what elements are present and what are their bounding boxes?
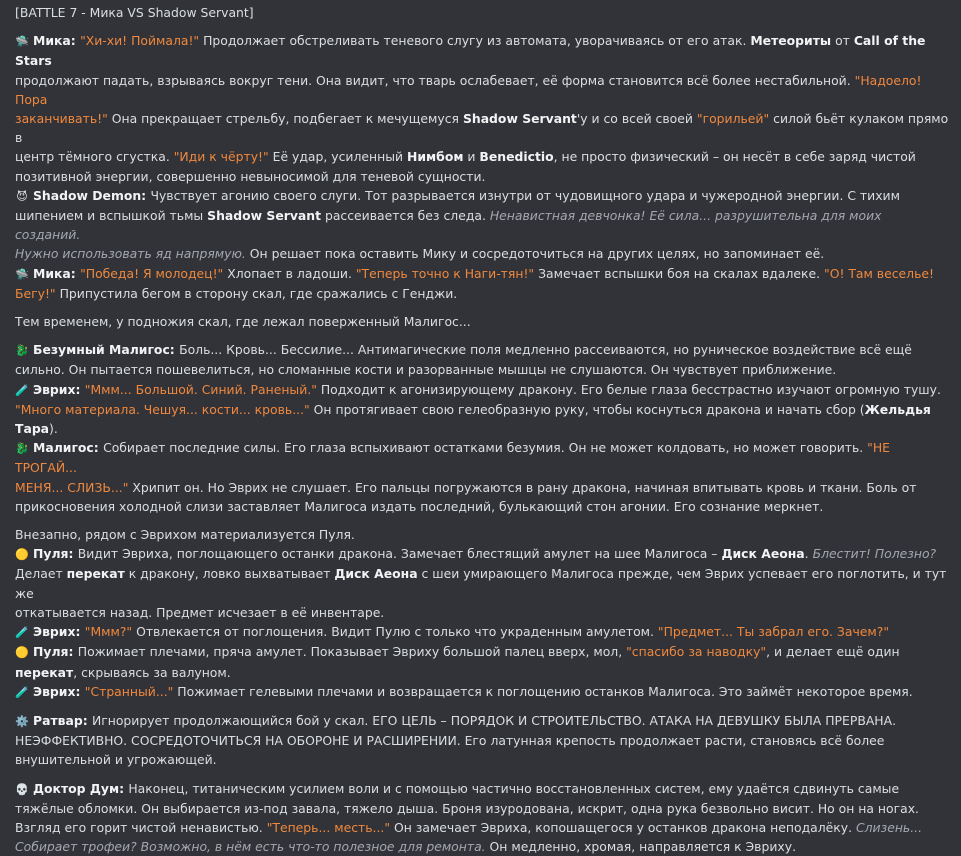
bold-text: Shadow Servant [207, 208, 322, 224]
bold-text: Ратвар: [33, 712, 92, 728]
text-line [15, 438, 949, 477]
quote-text: "О! Там веселье! [824, 265, 934, 281]
plain-text: Боль... Кровь... Бессилие... Антимагические поля медленно рассеиваются, но руническое воздействие всё ещё [179, 342, 912, 358]
text-line [15, 380, 949, 400]
demon-block [15, 186, 949, 264]
text-line [15, 564, 949, 602]
bold-text: Мика: [33, 265, 81, 281]
text-line [15, 71, 949, 109]
bold-text: Shadow Demon: [33, 187, 151, 203]
plain-text: рассеивается без следа. [321, 208, 490, 224]
plain-text: Видит Эвриха, поглощающего останки дракона. Замечает блестящий амулет на шее Малигоса – [77, 546, 722, 562]
plain-text: прикосновения холодной слизи заставляет Малигоса издать последний, булькающий стон агонии. Его сознание меркнет. [15, 498, 824, 514]
italic-text: Блестит! Полезно? [812, 546, 937, 562]
quote-text: "Теперь точно к Наги-тян!" [355, 265, 535, 281]
text-line [15, 186, 949, 206]
bold-text: Диск Аеона [721, 546, 805, 562]
text-line [15, 400, 949, 419]
text-line [15, 525, 949, 544]
quote-text: "Теперь... месть..." [266, 819, 391, 835]
text-line [15, 837, 949, 856]
plain-text: Её удар, усиленный [268, 149, 407, 165]
quote-text: "горильей" [696, 111, 770, 127]
pulya-block-1 [15, 544, 949, 622]
bold-text: Пуля: [33, 546, 78, 562]
plain-text: тяжёлые обломки. Он выбирается из-под завала, тяжело дыша. Броня изуродована, искрит, одна рука безвольно висит. Но он на ногах. [15, 800, 919, 816]
text-line [15, 244, 949, 263]
text-line [15, 711, 949, 731]
narration-1 [15, 312, 949, 331]
quote-text: "Много материала. Чешуя... кости... кровь..." [15, 401, 310, 417]
text-line [15, 264, 949, 284]
ratvar-block [15, 711, 949, 770]
text-line [15, 312, 949, 331]
text-line [15, 603, 949, 622]
plain-text: НЕЭФФЕКТИВНО. СОСРЕДОТОЧИТЬСЯ НА ОБОРОНЕ И РАСШИРЕНИИ. Его латунная крепость продолжает расти, становясь всё более [15, 733, 885, 749]
ufo-icon: 🛸 [15, 35, 29, 49]
text-line [15, 497, 949, 516]
plain-text: Чувствует агонию своего слуги. Тот разрывается изнутри от чудовищного удара и чужеродной энергии. С тихим [150, 187, 900, 203]
spacer [15, 516, 949, 525]
plain-text: Подходит к агонизирующему дракону. Его белые глаза бесстрастно изучают огромную тушу. [316, 381, 941, 397]
text-line [15, 642, 949, 662]
quote-text: "Иди к чёрту!" [173, 149, 269, 165]
plain-text: Продолжает обстреливать теневого слугу из автомата, уворачиваясь от его атак. [199, 33, 751, 49]
yellow-circle-icon: 🟡 [15, 646, 29, 660]
spacer [15, 702, 949, 711]
quote-text: "спасибо за наводку" [626, 644, 767, 660]
plain-text: , не просто физический – он несёт в себе заряд чистой [553, 149, 916, 165]
quote-text: "Странный..." [84, 683, 174, 699]
spacer [15, 22, 949, 31]
plain-text: шипением и вспышкой тьмы [15, 208, 208, 224]
quote-text: "Ммм?" [84, 624, 133, 640]
mika-block-1 [15, 31, 949, 186]
bold-text: Безумный Малигос: [33, 342, 180, 358]
plain-text: Она прекращает стрельбу, подбегает к мечущемуся [107, 111, 463, 127]
plain-text: Хрипит он. Но Эврих не слушает. Его пальцы погружаются в рану дракона, начиная впитывать кровь и ткани. Боль от [128, 479, 917, 495]
plain-text: Взгляд его горит чистой ненавистью. [15, 819, 267, 835]
italic-text: Нужно использовать яд напрямую. [15, 246, 246, 262]
plain-text: Тем временем, у подножия скал, где лежал поверженный Малигос... [15, 314, 471, 330]
quote-text: "НЕ ТРОГАЙ... [15, 440, 891, 476]
dragon-icon: 🐉 [15, 344, 29, 358]
text-line [15, 147, 949, 166]
spacer [15, 303, 949, 312]
ufo-icon: 🛸 [15, 267, 29, 281]
plain-text: Замечает вспышки боя на скалах вдалеке. [534, 265, 824, 281]
plain-text: Он решает пока оставить Мику и сосредоточиться на других целях, но запоминает её. [245, 246, 825, 262]
plain-text: . [804, 546, 813, 562]
plain-text: откатывается назад. Предмет исчезает в её инвентаре. [15, 604, 385, 620]
plain-text: Припустила бегом в сторону скал, где сражались с Генджи. [55, 285, 458, 301]
text-line [15, 818, 949, 837]
dragon-icon: 🐉 [15, 442, 29, 456]
text-line [15, 206, 949, 244]
skull-icon: 💀 [15, 782, 29, 796]
text-line [15, 731, 949, 750]
text-line [15, 419, 949, 438]
plain-text: Пожимает гелевыми плечами и возвращается к поглощению останков Малигоса. Это займёт некоторое время. [173, 683, 913, 699]
text-line [15, 663, 949, 682]
quote-text: "Ммм... Большой. Синий. Раненый." [84, 381, 317, 397]
narration-2 [15, 525, 949, 544]
text-line [15, 478, 949, 497]
bold-text: Эврих: [33, 624, 85, 640]
pulya-block-2 [15, 642, 949, 681]
potion-icon: 🧪 [15, 685, 29, 699]
plain-text: Игнорирует продолжающийся бой у скал. ЕГО ЦЕЛЬ – ПОРЯДОК И СТРОИТЕЛЬСТВО. АТАКА НА ДЕВУШКУ БЫЛА ПРЕРВАНА. [91, 712, 897, 728]
quote-text: МЕНЯ... СЛИЗЬ..." [15, 479, 129, 495]
text-line [15, 284, 949, 303]
doom-block [15, 779, 949, 856]
plain-text: Внезапно, рядом с Эврихом материализуется Пуля. [15, 527, 355, 543]
quote-text: "Предмет... Ты забрал его. Зачем?" [657, 624, 890, 640]
bold-text: Доктор Дум: [33, 780, 129, 796]
bold-text: Мика: [33, 33, 81, 49]
text-line [15, 682, 949, 702]
bold-text: Call of the Stars [15, 33, 926, 69]
plain-text: Он медленно, хромая, направляется к Эвриху. [485, 839, 797, 855]
gear-icon: ⚙️ [15, 714, 29, 728]
quote-text: Бегу!" [15, 285, 56, 301]
text-line [15, 109, 949, 147]
evrih-block-3 [15, 682, 949, 702]
plain-text: и [463, 149, 480, 165]
evrih-block-2 [15, 622, 949, 642]
bold-text: Нимбом [407, 149, 464, 165]
text-line [15, 340, 949, 360]
plain-text: , и делает ещё один [766, 644, 900, 660]
plain-text: , скрываясь за валуном. [73, 664, 231, 680]
plain-text: сильно. Он пытается пошевелиться, но сломанные кости и разорванные мышцы не слушаются. Он чувствует приближение. [15, 362, 837, 378]
potion-icon: 🧪 [15, 383, 29, 397]
quote-text: заканчивать!" [15, 111, 108, 127]
evrih-block-1 [15, 380, 949, 439]
plain-text: силой бьёт кулаком прямо в [15, 111, 949, 146]
plain-text: Хлопает в ладоши. [223, 265, 356, 281]
plain-text: позитивной энергии, совершенно невыносимой для теневой сущности. [15, 168, 486, 184]
text-line [15, 779, 949, 799]
italic-text: Слизень... [855, 819, 923, 835]
bold-text: перекат [15, 664, 74, 680]
italic-text: Ненавистная девчонка! Её сила... разрушительна для моих созданий. [15, 208, 882, 243]
text-line [15, 360, 949, 379]
bold-text: Жельдья [864, 401, 931, 417]
bold-text: Диск Аеона [334, 566, 418, 582]
mika-block-2 [15, 264, 949, 303]
plain-text: Он замечает Эвриха, копошащегося у останков дракона неподалёку. [390, 819, 856, 835]
plain-text: Пожимает плечами, пряча амулет. Показывает Эвриху большой палец вверх, мол, [77, 644, 627, 660]
bold-text: Benedictio [479, 149, 554, 165]
bold-text: перекат [66, 566, 125, 582]
italic-text: Собирает трофеи? Возможно, в нём есть что-то полезное для ремонта. [15, 839, 486, 855]
bold-text: Эврих: [33, 683, 85, 699]
text-line [15, 544, 949, 564]
plain-text: внушительной и угрожающей. [15, 752, 217, 768]
bold-text: Малигос: [33, 440, 104, 456]
demon-face-icon: 😈 [16, 189, 28, 203]
spacer [15, 331, 949, 340]
message-blocks [15, 31, 949, 856]
plain-text: 'у и со всей своей [576, 111, 697, 127]
plain-text: к дракону, ловко выхватывает [124, 566, 335, 582]
yellow-circle-icon: 🟡 [15, 548, 29, 562]
plain-text: Он протягивает свою гелеобразную руку, чтобы коснуться дракона и начать сбор ( [309, 401, 865, 417]
spacer [15, 770, 949, 779]
plain-text: центр тёмного сгустка. [15, 149, 174, 165]
maligos-block-1 [15, 340, 949, 379]
text-line [15, 622, 949, 642]
maligos-block-2 [15, 438, 949, 516]
plain-text: ). [49, 421, 58, 437]
bold-text: Тара [15, 421, 50, 437]
bold-text: Shadow Servant [462, 111, 577, 127]
plain-text: от [831, 33, 854, 49]
text-line [15, 31, 949, 70]
quote-text: "Победа! Я молодец!" [80, 265, 224, 281]
bold-text: Пуля: [33, 644, 78, 660]
plain-text: Делает [15, 566, 67, 582]
bold-text: Метеориты [750, 33, 832, 49]
quote-text: "Надоело! Пора [15, 72, 922, 107]
plain-text: продолжают падать, взрываясь вокруг тени. Она видит, что тварь ослабевает, её форма становится всё более нестабильной. [15, 72, 855, 88]
plain-text: Собирает последние силы. Его глаза вспыхивают остатками безумия. Он не может колдовать, но может говорить. [103, 440, 868, 456]
bold-text: Эврих: [33, 381, 85, 397]
quote-text: "Хи-хи! Поймала!" [80, 33, 200, 49]
text-line [15, 799, 949, 818]
plain-text: Наконец, титаническим усилием воли и с помощью частично восстановленных систем, ему удаётся сдвинуть самые [128, 780, 900, 796]
plain-text: Отвлекается от поглощения. Видит Пулю с только что украденным амулетом. [132, 624, 658, 640]
text-line [15, 750, 949, 769]
battle-header: [BATTLE 7 - Мика VS Shadow Servant] [15, 5, 254, 20]
plain-text: с шеи умирающего Малигоса прежде, чем Эврих успевает его поглотить, и тут же [15, 566, 947, 601]
potion-icon: 🧪 [15, 626, 29, 640]
text-line [15, 167, 949, 186]
